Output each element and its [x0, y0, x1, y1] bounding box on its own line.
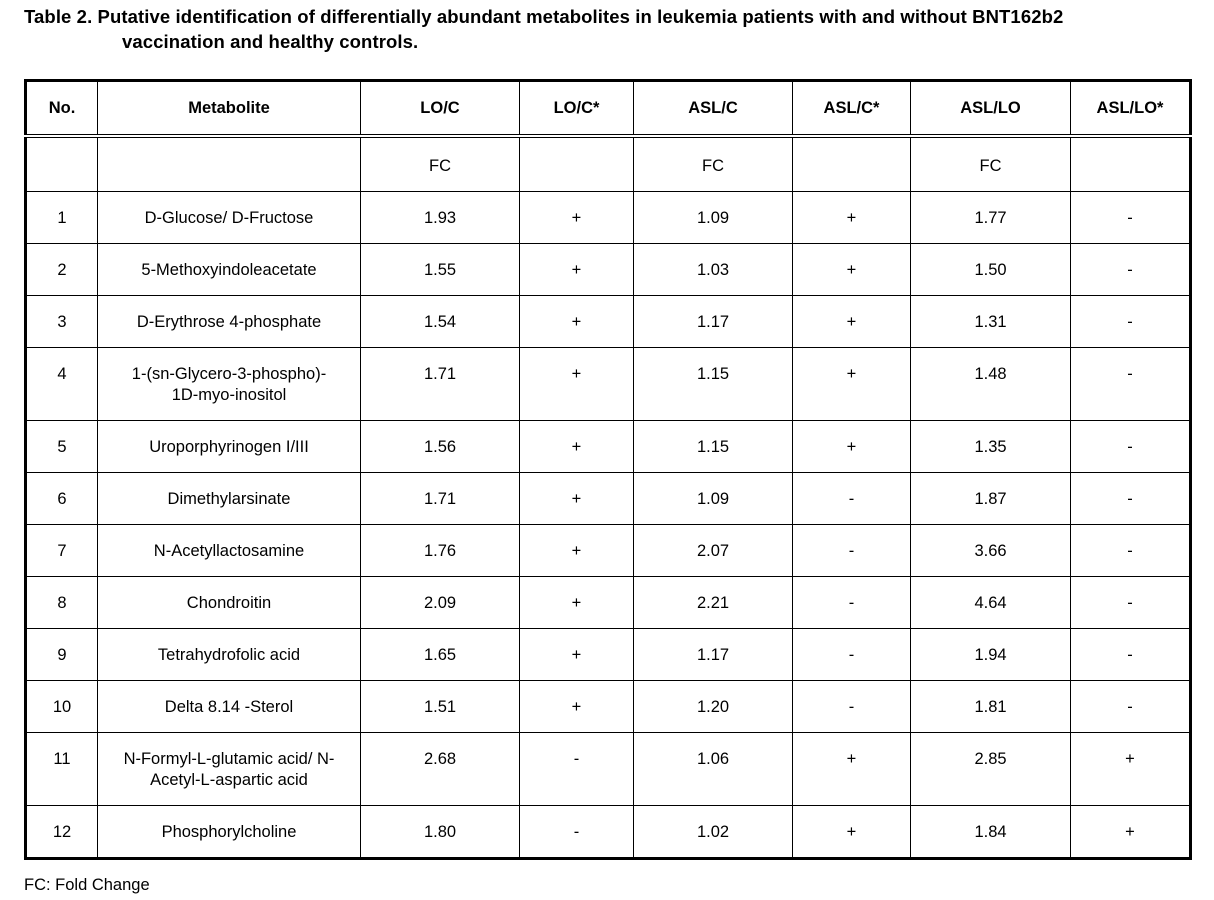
metabolite-table	[24, 79, 1192, 860]
cell-asl-c-star: -	[793, 681, 911, 733]
cell-asl-lo-star: -	[1071, 244, 1191, 296]
cell-lo-c: 1.56	[361, 421, 520, 473]
table-row	[26, 473, 1191, 525]
cell-lo-c: 1.71	[361, 348, 520, 421]
table-row	[26, 421, 1191, 473]
table-row	[26, 348, 1191, 421]
cell-metabolite: Dimethylarsinate	[98, 473, 361, 525]
cell-asl-c-star: +	[793, 421, 911, 473]
cell-lo-c-star: +	[520, 577, 634, 629]
cell-metabolite: Uroporphyrinogen I/III	[98, 421, 361, 473]
cell-metabolite: Tetrahydrofolic acid	[98, 629, 361, 681]
fc-unit-row	[26, 136, 1191, 192]
fc-cell: FC	[911, 136, 1071, 192]
cell-no: 1	[26, 192, 98, 244]
cell-asl-c: 1.06	[634, 733, 793, 806]
cell-lo-c-star: -	[520, 806, 634, 859]
cell-metabolite: 1-(sn-Glycero-3-phospho)- 1D-myo-inositol	[98, 348, 361, 421]
cell-asl-lo: 1.84	[911, 806, 1071, 859]
cell-lo-c-star: +	[520, 681, 634, 733]
cell-metabolite: N-Formyl-L-glutamic acid/ N- Acetyl-L-aspartic acid	[98, 733, 361, 806]
footnote: FC: Fold Change	[24, 876, 150, 894]
cell-lo-c-star: -	[520, 733, 634, 806]
cell-asl-c-star: +	[793, 296, 911, 348]
cell-lo-c: 1.93	[361, 192, 520, 244]
table-row	[26, 681, 1191, 733]
cell-lo-c-star: +	[520, 473, 634, 525]
cell-asl-c-star: -	[793, 577, 911, 629]
table-row	[26, 244, 1191, 296]
cell-asl-lo: 2.85	[911, 733, 1071, 806]
cell-asl-c-star: -	[793, 525, 911, 577]
cell-asl-c-star: +	[793, 806, 911, 859]
cell-asl-c: 1.15	[634, 348, 793, 421]
cell-asl-c-star: -	[793, 629, 911, 681]
cell-no: 11	[26, 733, 98, 806]
cell-no: 7	[26, 525, 98, 577]
cell-asl-lo-star: -	[1071, 577, 1191, 629]
cell-lo-c-star: +	[520, 525, 634, 577]
fc-cell	[793, 136, 911, 192]
table-body	[26, 136, 1191, 859]
header-row	[26, 81, 1191, 137]
cell-asl-c: 1.17	[634, 629, 793, 681]
cell-no: 2	[26, 244, 98, 296]
cell-asl-lo: 1.87	[911, 473, 1071, 525]
cell-metabolite: Chondroitin	[98, 577, 361, 629]
cell-no: 3	[26, 296, 98, 348]
cell-metabolite: D-Erythrose 4-phosphate	[98, 296, 361, 348]
cell-metabolite: N-Acetyllactosamine	[98, 525, 361, 577]
cell-asl-lo-star: -	[1071, 629, 1191, 681]
cell-metabolite: 5-Methoxyindoleacetate	[98, 244, 361, 296]
fc-cell	[26, 136, 98, 192]
cell-asl-lo: 1.94	[911, 629, 1071, 681]
cell-no: 4	[26, 348, 98, 421]
fc-cell	[1071, 136, 1191, 192]
header-cell-lo-c: LO/C	[361, 81, 520, 137]
cell-asl-lo: 1.50	[911, 244, 1071, 296]
cell-metabolite: Phosphorylcholine	[98, 806, 361, 859]
cell-asl-lo-star: -	[1071, 473, 1191, 525]
cell-lo-c: 1.55	[361, 244, 520, 296]
cell-lo-c: 1.54	[361, 296, 520, 348]
cell-asl-lo-star: -	[1071, 348, 1191, 421]
cell-asl-lo-star: -	[1071, 296, 1191, 348]
cell-metabolite: D-Glucose/ D-Fructose	[98, 192, 361, 244]
cell-asl-c: 2.07	[634, 525, 793, 577]
cell-no: 12	[26, 806, 98, 859]
cell-lo-c-star: +	[520, 348, 634, 421]
header-cell-metabolite: Metabolite	[98, 81, 361, 137]
cell-asl-lo: 1.35	[911, 421, 1071, 473]
cell-asl-c: 1.15	[634, 421, 793, 473]
cell-no: 5	[26, 421, 98, 473]
cell-lo-c-star: +	[520, 421, 634, 473]
cell-asl-c: 1.02	[634, 806, 793, 859]
cell-asl-c: 1.09	[634, 473, 793, 525]
cell-asl-lo-star: +	[1071, 806, 1191, 859]
cell-lo-c-star: +	[520, 192, 634, 244]
cell-no: 8	[26, 577, 98, 629]
caption-line-1: Table 2. Putative identification of differentially abundant metabolites in leukemia patients with and without BNT162b2	[24, 6, 1064, 27]
cell-no: 9	[26, 629, 98, 681]
cell-asl-c: 1.09	[634, 192, 793, 244]
metabolite-table-container	[24, 79, 1189, 874]
cell-asl-lo: 1.31	[911, 296, 1071, 348]
table-row	[26, 525, 1191, 577]
cell-asl-lo-star: -	[1071, 681, 1191, 733]
fc-cell	[98, 136, 361, 192]
cell-asl-lo: 1.81	[911, 681, 1071, 733]
caption-line-2: vaccination and healthy controls.	[122, 31, 419, 52]
cell-asl-c-star: +	[793, 244, 911, 296]
table-caption	[24, 4, 1204, 54]
fc-cell	[520, 136, 634, 192]
table-row	[26, 296, 1191, 348]
table-row	[26, 192, 1191, 244]
cell-asl-lo: 4.64	[911, 577, 1071, 629]
header-cell-asl-lo-star: ASL/LO*	[1071, 81, 1191, 137]
cell-lo-c: 2.68	[361, 733, 520, 806]
cell-asl-lo-star: -	[1071, 421, 1191, 473]
cell-lo-c: 1.80	[361, 806, 520, 859]
cell-lo-c: 1.51	[361, 681, 520, 733]
cell-asl-c: 1.03	[634, 244, 793, 296]
cell-lo-c: 1.76	[361, 525, 520, 577]
cell-asl-c-star: +	[793, 733, 911, 806]
table-row	[26, 629, 1191, 681]
cell-no: 10	[26, 681, 98, 733]
cell-lo-c: 2.09	[361, 577, 520, 629]
cell-asl-lo: 1.77	[911, 192, 1071, 244]
table-row	[26, 806, 1191, 859]
cell-asl-c-star: -	[793, 473, 911, 525]
cell-metabolite: Delta 8.14 -Sterol	[98, 681, 361, 733]
cell-no: 6	[26, 473, 98, 525]
cell-lo-c-star: +	[520, 244, 634, 296]
table-row	[26, 577, 1191, 629]
table-row	[26, 733, 1191, 806]
fc-cell: FC	[361, 136, 520, 192]
header-cell-asl-c: ASL/C	[634, 81, 793, 137]
header-cell-lo-c-star: LO/C*	[520, 81, 634, 137]
cell-lo-c-star: +	[520, 296, 634, 348]
cell-lo-c: 1.71	[361, 473, 520, 525]
cell-asl-c: 1.17	[634, 296, 793, 348]
cell-asl-c: 2.21	[634, 577, 793, 629]
header-cell-asl-lo: ASL/LO	[911, 81, 1071, 137]
cell-lo-c: 1.65	[361, 629, 520, 681]
header-cell-asl-c-star: ASL/C*	[793, 81, 911, 137]
cell-asl-lo-star: -	[1071, 192, 1191, 244]
cell-asl-lo-star: -	[1071, 525, 1191, 577]
cell-asl-c: 1.20	[634, 681, 793, 733]
cell-asl-c-star: +	[793, 192, 911, 244]
cell-asl-c-star: +	[793, 348, 911, 421]
cell-asl-lo-star: +	[1071, 733, 1191, 806]
cell-lo-c-star: +	[520, 629, 634, 681]
cell-asl-lo: 1.48	[911, 348, 1071, 421]
fc-cell: FC	[634, 136, 793, 192]
header-cell-no: No.	[26, 81, 98, 137]
cell-asl-lo: 3.66	[911, 525, 1071, 577]
